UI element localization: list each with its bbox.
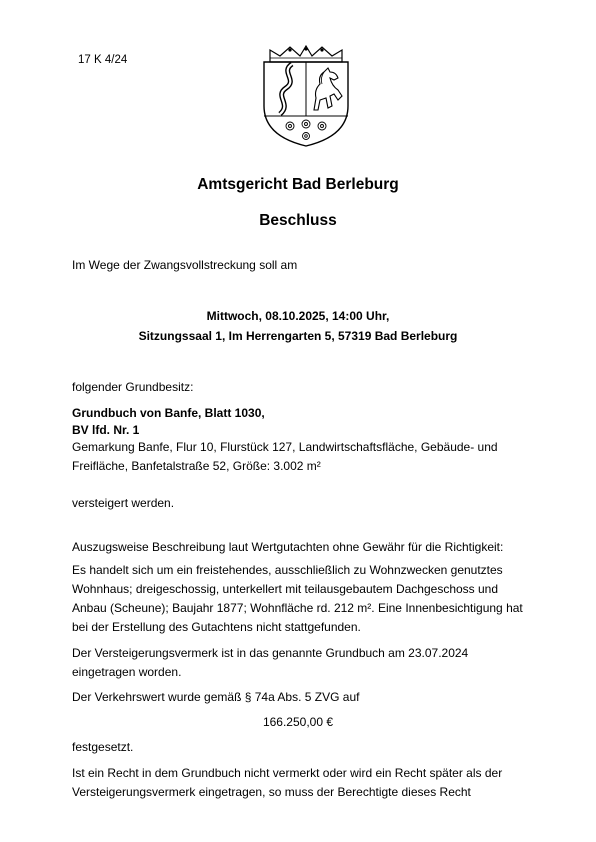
value-intro: Der Verkehrswert wurde gemäß § 74a Abs. 5 ZVG auf xyxy=(72,690,360,704)
file-reference: 17 K 4/24 xyxy=(78,54,128,66)
description-line: Es handelt sich um ein freistehendes, ausschließlich zu Wohnzwecken genutztes xyxy=(72,563,503,577)
description-line: bei der Erstellung des Gutachtens nicht stattgefunden. xyxy=(72,620,361,634)
rights-line: Ist ein Recht in dem Grundbuch nicht vermerkt oder wird ein Recht später als der xyxy=(72,766,503,780)
property-description-line: Freifläche, Banfetalstraße 52, Größe: 3.002 m² xyxy=(72,459,321,473)
auction-date: Mittwoch, 08.10.2025, 14:00 Uhr, xyxy=(206,309,390,323)
description-line: Wohnhaus; dreigeschossig, unterkellert mit teilausgebautem Dachgeschoss und xyxy=(72,582,499,596)
land-register: Grundbuch von Banfe, Blatt 1030, xyxy=(72,406,265,420)
rights-line: Versteigerungsvermerk eingetragen, so muss der Berechtigte dieses Recht xyxy=(72,785,471,799)
nrw-coat-of-arms-icon xyxy=(258,44,354,148)
property-description-line: Gemarkung Banfe, Flur 10, Flurstück 127, Landwirtschaftsfläche, Gebäude- und xyxy=(72,440,498,454)
auction-location: Sitzungssaal 1, Im Herrengarten 5, 57319 Bad Berleburg xyxy=(138,329,458,343)
auction-phrase: versteigert werden. xyxy=(72,496,175,510)
intro-text: Im Wege der Zwangsvollstreckung soll am xyxy=(72,258,298,272)
court-name: Amtsgericht Bad Berleburg xyxy=(197,176,399,193)
market-value: 166.250,00 € xyxy=(262,715,334,729)
document-title: Beschluss xyxy=(259,212,337,229)
description-line: Anbau (Scheune); Baujahr 1877; Wohnfläche rd. 212 m². Eine Innenbesichtigung hat xyxy=(72,601,523,615)
description-heading: Auszugsweise Beschreibung laut Wertgutachten ohne Gewähr für die Richtigkeit: xyxy=(72,540,504,554)
value-outro: festgesetzt. xyxy=(72,740,134,754)
entry-number: BV lfd. Nr. 1 xyxy=(72,423,140,437)
registration-line: eingetragen worden. xyxy=(72,665,182,679)
property-intro: folgender Grundbesitz: xyxy=(72,380,194,394)
registration-line: Der Versteigerungsvermerk ist in das genannte Grundbuch am 23.07.2024 xyxy=(72,646,469,660)
